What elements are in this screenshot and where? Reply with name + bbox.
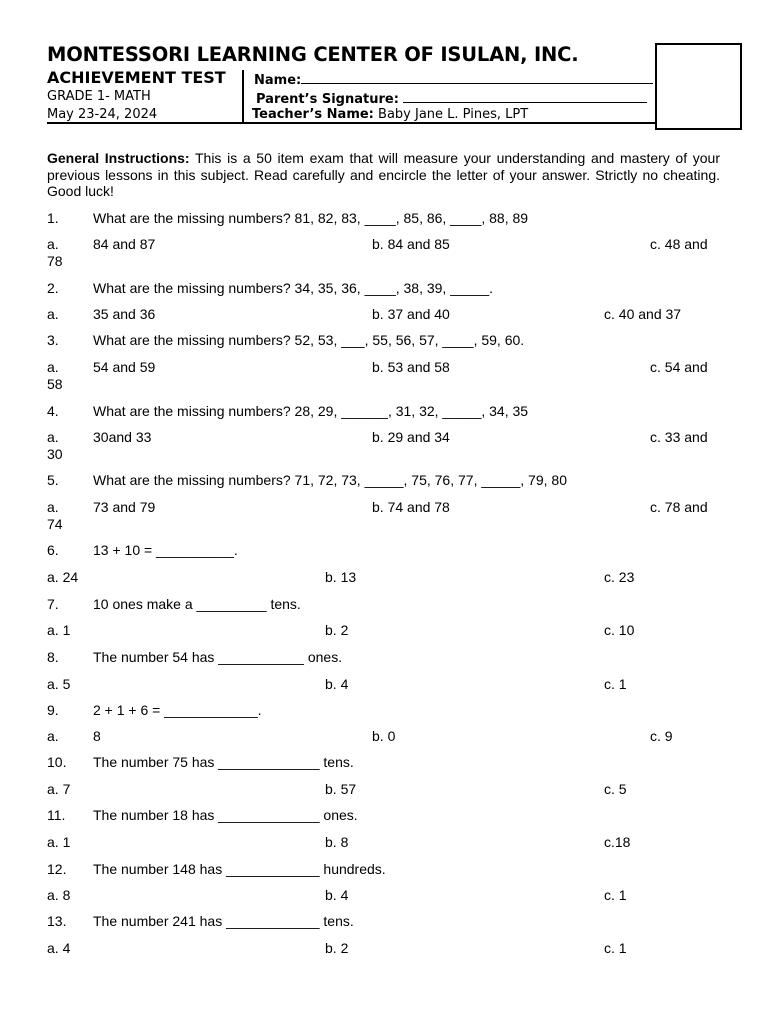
question-number: 6. bbox=[47, 542, 59, 558]
teacher-field bbox=[252, 107, 528, 122]
teacher-name: Baby Jane L. Pines, LPT bbox=[378, 107, 529, 122]
question-text: What are the missing numbers? 34, 35, 36, ____, 38, 39, _____. bbox=[93, 280, 494, 296]
option-a[interactable]: a. 8 bbox=[47, 887, 71, 903]
option-b[interactable]: b. 37 and 40 bbox=[372, 306, 450, 322]
question-text: What are the missing numbers? 81, 82, 83, ____, 85, 86, ____, 88, 89 bbox=[93, 210, 529, 226]
option-b[interactable]: b. 0 bbox=[372, 728, 396, 744]
option-b[interactable]: b. 2 bbox=[325, 622, 349, 638]
option-a[interactable]: a. 5 bbox=[47, 676, 71, 692]
option-a-letter[interactable]: a. bbox=[47, 429, 59, 445]
question-number: 1. bbox=[47, 210, 59, 226]
option-a[interactable]: 54 and 59 bbox=[93, 359, 156, 375]
question-number: 11. bbox=[47, 807, 66, 823]
teacher-label: Teacher’s Name: bbox=[252, 107, 374, 122]
option-b[interactable]: b. 8 bbox=[325, 834, 349, 850]
option-c-wrap: 74 bbox=[47, 516, 63, 532]
option-c[interactable]: c. 5 bbox=[604, 781, 627, 797]
option-c[interactable]: c. 9 bbox=[650, 728, 673, 744]
question-text: 2 + 1 + 6 = ____________. bbox=[93, 702, 262, 718]
option-a[interactable]: 30and 33 bbox=[93, 429, 152, 445]
general-instructions bbox=[47, 150, 720, 200]
header-divider-horizontal bbox=[47, 122, 655, 124]
grade-label: GRADE 1- MATH bbox=[47, 89, 151, 104]
option-c[interactable]: c. 78 and bbox=[650, 499, 708, 515]
option-c[interactable]: c. 40 and 37 bbox=[604, 306, 682, 322]
question-number: 8. bbox=[47, 649, 59, 665]
question-number: 5. bbox=[47, 472, 59, 488]
question-number: 7. bbox=[47, 596, 59, 612]
option-a-letter[interactable]: a. bbox=[47, 236, 59, 252]
instructions-text: This is a 50 item exam that will measure your understanding and mastery of your previous lessons in this subject. Read carefully and encircle the letter of your answer. Strictly no cheating. Good luck! bbox=[47, 150, 720, 199]
option-b[interactable]: b. 4 bbox=[325, 676, 349, 692]
question-text: What are the missing numbers? 28, 29, ______, 31, 32, _____, 34, 35 bbox=[93, 403, 529, 419]
option-b[interactable]: b. 13 bbox=[325, 569, 357, 585]
option-a-letter[interactable]: a. bbox=[47, 359, 59, 375]
parent-signature-line[interactable] bbox=[403, 89, 647, 103]
question-text: The number 75 has _____________ tens. bbox=[93, 754, 354, 770]
test-date: May 23-24, 2024 bbox=[47, 107, 158, 122]
option-a[interactable]: 73 and 79 bbox=[93, 499, 156, 515]
name-line[interactable] bbox=[301, 70, 653, 84]
question-number: 2. bbox=[47, 280, 59, 296]
question-text: The number 18 has _____________ ones. bbox=[93, 807, 358, 823]
option-c[interactable]: c. 23 bbox=[604, 569, 635, 585]
option-b[interactable]: b. 29 and 34 bbox=[372, 429, 450, 445]
option-c[interactable]: c. 1 bbox=[604, 887, 627, 903]
question-text: The number 148 has ____________ hundreds. bbox=[93, 861, 386, 877]
option-b[interactable]: b. 84 and 85 bbox=[372, 236, 450, 252]
test-title: ACHIEVEMENT TEST bbox=[47, 68, 226, 87]
option-c[interactable]: c. 1 bbox=[604, 676, 627, 692]
option-a[interactable]: a. 7 bbox=[47, 781, 71, 797]
option-c-wrap: 58 bbox=[47, 376, 63, 392]
parent-signature-label: Parent’s Signature: bbox=[256, 92, 399, 107]
option-a[interactable]: 8 bbox=[93, 728, 101, 744]
name-label: Name: bbox=[254, 73, 302, 88]
option-c[interactable]: c. 33 and bbox=[650, 429, 708, 445]
option-b[interactable]: b. 53 and 58 bbox=[372, 359, 450, 375]
option-a[interactable]: a. 1 bbox=[47, 622, 71, 638]
option-c[interactable]: c. 10 bbox=[604, 622, 635, 638]
question-text: 13 + 10 = __________. bbox=[93, 542, 238, 558]
score-box bbox=[655, 43, 742, 130]
option-c[interactable]: c. 1 bbox=[604, 940, 627, 956]
name-field[interactable] bbox=[254, 70, 653, 88]
question-number: 9. bbox=[47, 702, 59, 718]
parent-signature-field[interactable] bbox=[256, 89, 647, 107]
option-a-letter[interactable]: a. bbox=[47, 728, 59, 744]
question-number: 12. bbox=[47, 861, 67, 877]
question-text: What are the missing numbers? 52, 53, ___, 55, 56, 57, ____, 59, 60. bbox=[93, 332, 525, 348]
question-number: 10. bbox=[47, 754, 67, 770]
option-a[interactable]: 84 and 87 bbox=[93, 236, 156, 252]
option-a[interactable]: a. 4 bbox=[47, 940, 71, 956]
option-c-wrap: 30 bbox=[47, 446, 63, 462]
instructions-label: General Instructions: bbox=[47, 150, 190, 166]
header-divider-vertical bbox=[242, 70, 244, 122]
option-a-letter[interactable]: a. bbox=[47, 306, 59, 322]
option-c-wrap: 78 bbox=[47, 253, 63, 269]
option-c[interactable]: c.18 bbox=[604, 834, 631, 850]
question-text: The number 241 has ____________ tens. bbox=[93, 913, 354, 929]
option-a[interactable]: a. 24 bbox=[47, 569, 79, 585]
question-text: What are the missing numbers? 71, 72, 73, _____, 75, 76, 77, _____, 79, 80 bbox=[93, 472, 567, 488]
option-c[interactable]: c. 54 and bbox=[650, 359, 708, 375]
question-text: The number 54 has ___________ ones. bbox=[93, 649, 343, 665]
option-b[interactable]: b. 74 and 78 bbox=[372, 499, 450, 515]
option-b[interactable]: b. 2 bbox=[325, 940, 349, 956]
option-a[interactable]: a. 1 bbox=[47, 834, 71, 850]
option-a[interactable]: 35 and 36 bbox=[93, 306, 156, 322]
question-text: 10 ones make a _________ tens. bbox=[93, 596, 301, 612]
question-number: 3. bbox=[47, 332, 59, 348]
question-number: 13. bbox=[47, 913, 67, 929]
question-number: 4. bbox=[47, 403, 59, 419]
option-c[interactable]: c. 48 and bbox=[650, 236, 708, 252]
option-a-letter[interactable]: a. bbox=[47, 499, 59, 515]
school-name: MONTESSORI LEARNING CENTER OF ISULAN, INC. bbox=[47, 43, 579, 66]
option-b[interactable]: b. 57 bbox=[325, 781, 357, 797]
option-b[interactable]: b. 4 bbox=[325, 887, 349, 903]
